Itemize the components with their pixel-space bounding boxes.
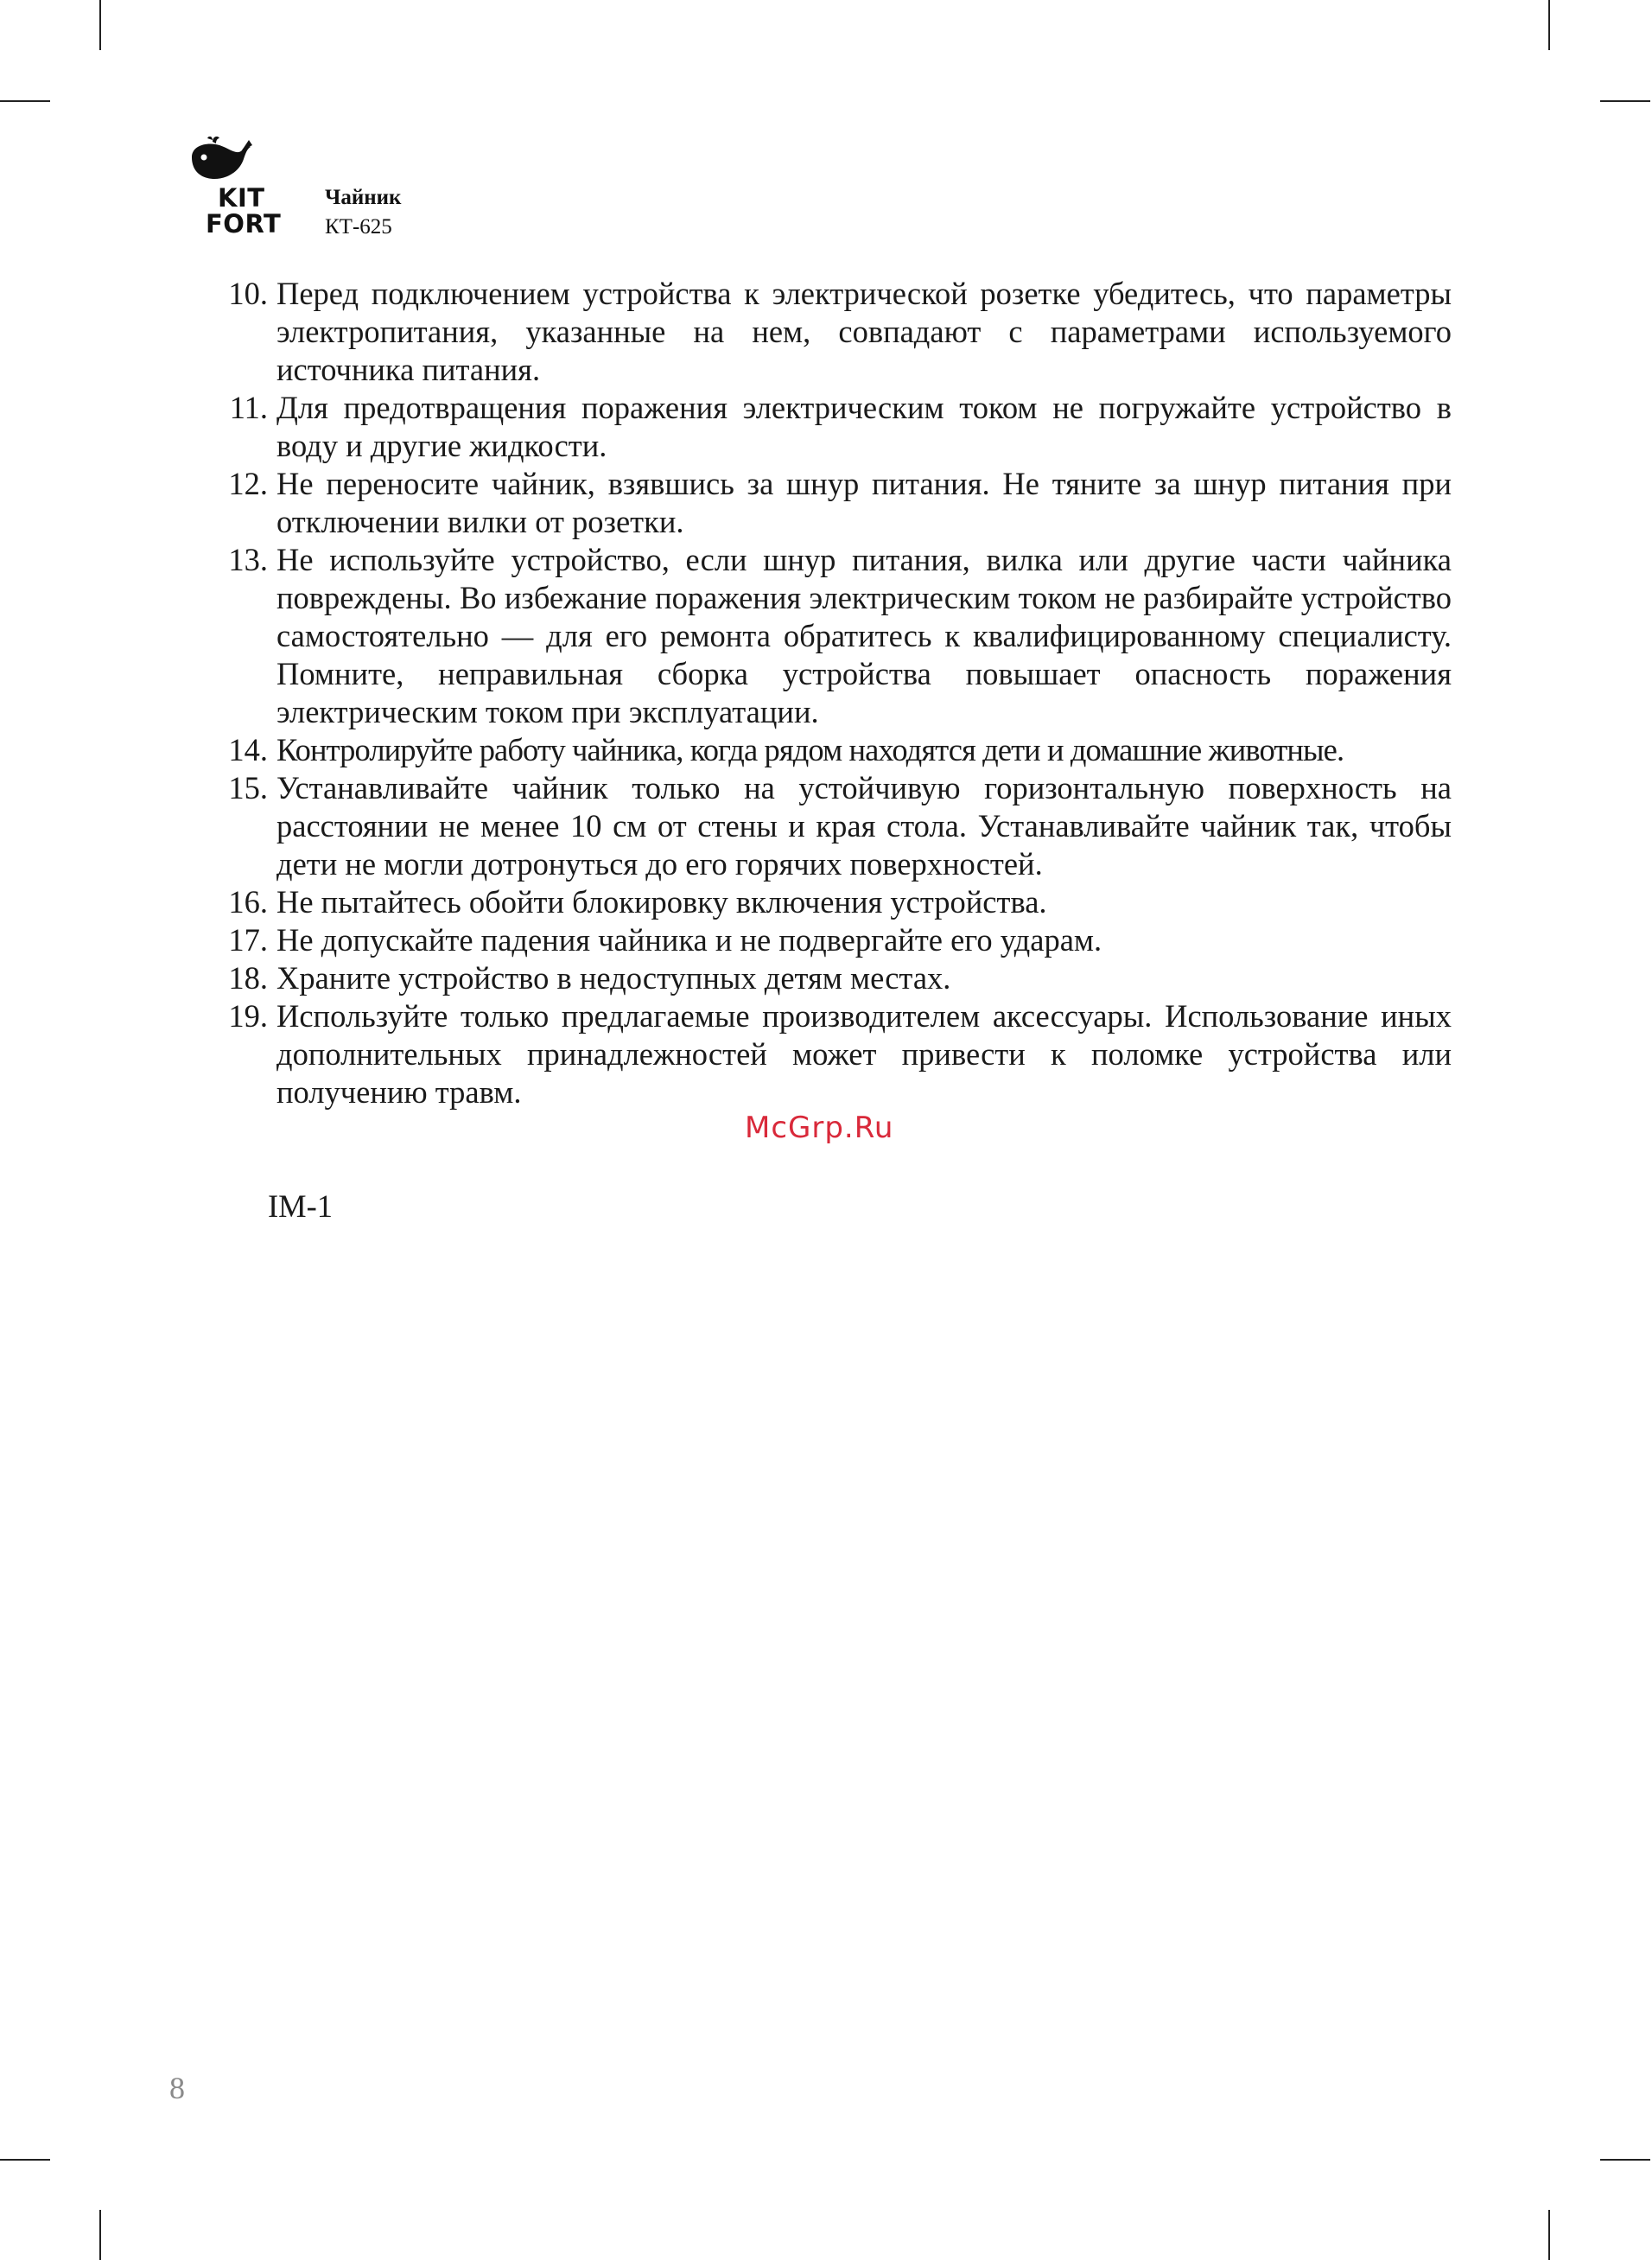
item-number: 17. — [228, 922, 268, 958]
item-number: 18. — [228, 960, 268, 996]
document-code: IM-1 — [268, 1188, 334, 1224]
kitfort-logo — [185, 137, 299, 240]
item-text: Не допускайте падения чайника и не подвергайте его ударам. — [276, 922, 1102, 958]
item-number: 11. — [229, 390, 268, 425]
brand-line-1: KIT — [218, 183, 265, 213]
list-item — [207, 997, 1452, 1111]
list-item — [207, 883, 1452, 921]
item-text: Не используйте устройство, если шнур питания, вилка или другие части чайника повреждены. Во избежание поражения электрическим током не разбирайте устройство самостоятельно — для его ремонта обратитесь к квалифицированному специалисту. Помните, неправильная сборка устройства повышает опасность поражения электрическим током при эксплуатации. — [276, 542, 1452, 729]
item-number: 12. — [228, 466, 268, 501]
crop-mark-right-top — [1600, 100, 1650, 102]
crop-mark-top-right — [1548, 0, 1550, 50]
watermark-link[interactable]: McGrp.Ru — [745, 1111, 894, 1145]
page-number: 8 — [169, 2071, 185, 2105]
item-text: Устанавливайте чайник только на устойчивую горизонтальную поверхность на расстоянии не менее 10 см от стены и края стола. Устанавливайте чайник так, чтобы дети не могли дотронуться до его горячих поверхностей. — [276, 770, 1452, 882]
item-text: Не пытайтесь обойти блокировку включения устройства. — [276, 884, 1047, 920]
list-item — [207, 275, 1452, 389]
whale-logo-icon — [187, 137, 256, 185]
item-text: Перед подключением устройства к электрической розетке убедитесь, что параметры электропитания, указанные на нем, совпадают с параметрами используемого источника питания. — [276, 276, 1452, 387]
item-number: 16. — [228, 884, 268, 920]
list-item — [207, 769, 1452, 883]
list-item — [207, 389, 1452, 465]
crop-mark-right-bottom — [1600, 2159, 1650, 2161]
list-item — [207, 731, 1452, 769]
product-title: Чайник — [325, 186, 402, 209]
item-number: 10. — [228, 276, 268, 311]
crop-mark-top-left — [99, 0, 101, 50]
crop-mark-left-top — [0, 100, 50, 102]
crop-mark-left-bottom — [0, 2159, 50, 2161]
item-number: 14. — [228, 732, 268, 767]
item-text: Используйте только предлагаемые производителем аксессуары. Использование иных дополнительных принадлежностей может привести к поломке устройства или получению травм. — [276, 998, 1452, 1110]
item-number: 15. — [228, 770, 268, 805]
item-text: Не переносите чайник, взявшись за шнур питания. Не тяните за шнур питания при отключении вилки от розетки. — [276, 466, 1452, 539]
crop-mark-bottom-left — [99, 2210, 101, 2260]
item-number: 19. — [228, 998, 268, 1034]
list-item — [207, 465, 1452, 541]
item-text: Контролируйте работу чайника, когда рядом находятся дети и домашние животные. — [276, 732, 1344, 767]
item-text: Храните устройство в недоступных детям местах. — [276, 960, 951, 996]
item-number: 13. — [228, 542, 268, 577]
crop-mark-bottom-right — [1548, 2210, 1550, 2260]
brand-line-2: FORT — [206, 209, 282, 239]
list-item — [207, 959, 1452, 997]
item-text: Для предотвращения поражения электрическим током не погружайте устройство в воду и другие жидкости. — [276, 390, 1452, 463]
safety-list — [207, 275, 1452, 1111]
product-model: КТ-625 — [325, 215, 392, 239]
list-item — [207, 541, 1452, 731]
list-item — [207, 921, 1452, 959]
